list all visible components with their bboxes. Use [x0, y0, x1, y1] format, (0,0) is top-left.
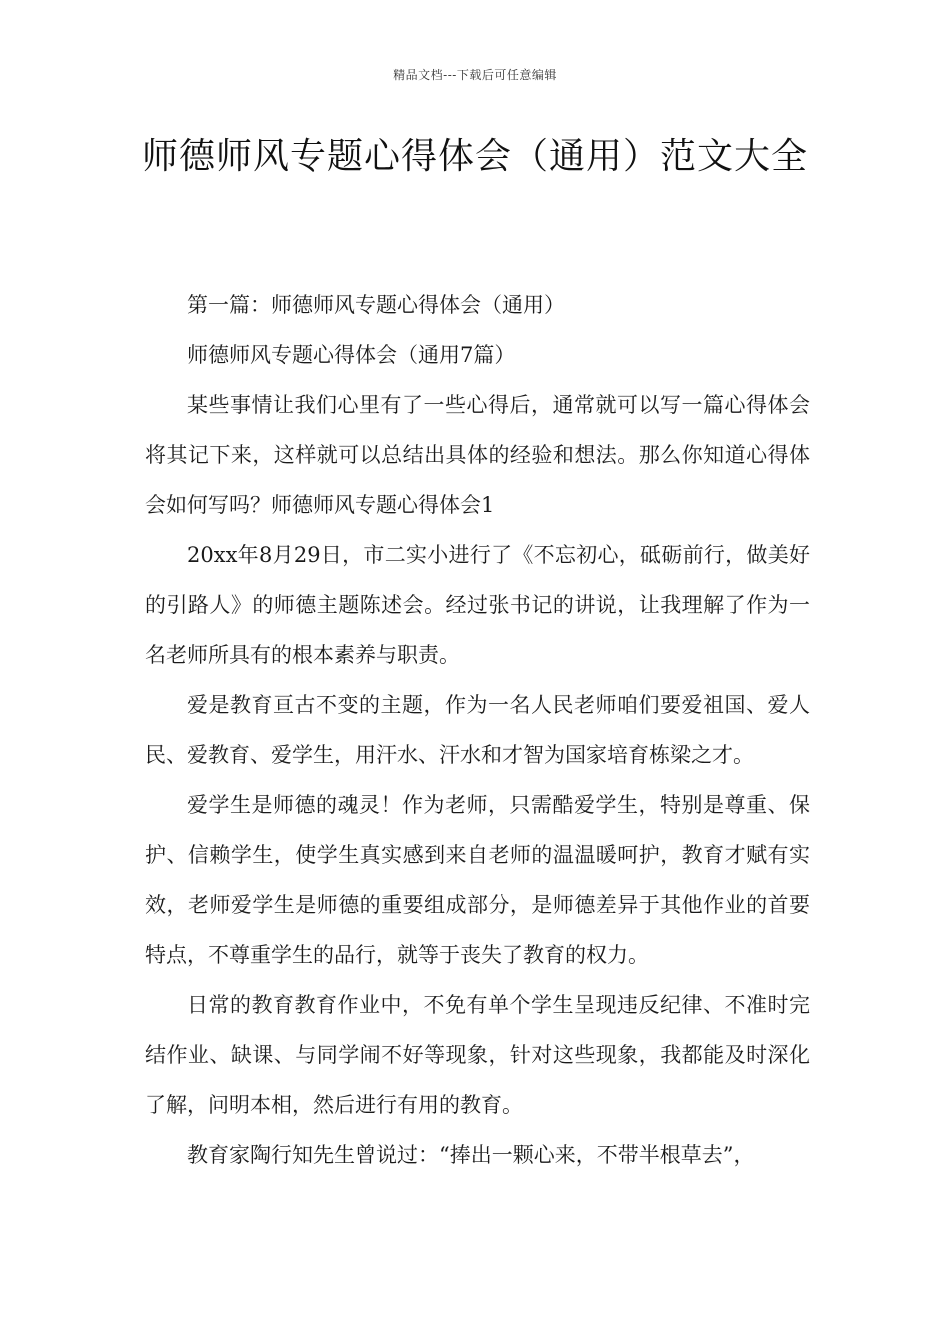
paragraph: 某些事情让我们心里有了一些心得后，通常就可以写一篇心得体会将其记下来，这样就可以总结出具体的经验和想法。那么你知道心得体会如何写吗？师德师风专题心得体会1 [145, 393, 810, 517]
document-title: 师德师风专题心得体会（通用）范文大全 [141, 136, 808, 177]
header-note: 精品文档---下载后可任意编辑 [393, 68, 557, 82]
paragraph: 师德师风专题心得体会（通用7篇） [187, 343, 516, 367]
paragraph: 爱学生是师德的魂灵！作为老师，只需酷爱学生，特别是尊重、保护、信赖学生，使学生真实感到来自老师的温温暖呵护，教育才赋有实效，老师爱学生是师德的重要组成部分，是师德差异于其他作业的首要特点，不尊重学生的品行，就等于丧失了教育的权力。 [145, 793, 810, 967]
paragraph: 教育家陶行知先生曾说过：“捧出一颗心来，不带半根草去”， [187, 1143, 755, 1167]
paragraph: 第一篇：师德师风专题心得体会（通用） [187, 293, 565, 317]
paragraph: 20xx年8月29日，市二实小进行了《不忘初心，砥砺前行，做美好的引路人》的师德主题陈述会。经过张书记的讲说，让我理解了作为一名老师所具有的根本素养与职责。 [145, 543, 810, 667]
paragraph: 爱是教育亘古不变的主题，作为一名人民老师咱们要爱祖国、爱人民、爱教育、爱学生，用汗水、汗水和才智为国家培育栋梁之才。 [145, 693, 810, 767]
paragraph: 日常的教育教育作业中，不免有单个学生呈现违反纪律、不准时完结作业、缺课、与同学闹不好等现象，针对这些现象，我都能及时深化了解，问明本相，然后进行有用的教育。 [145, 993, 810, 1117]
document-body [145, 280, 810, 1180]
